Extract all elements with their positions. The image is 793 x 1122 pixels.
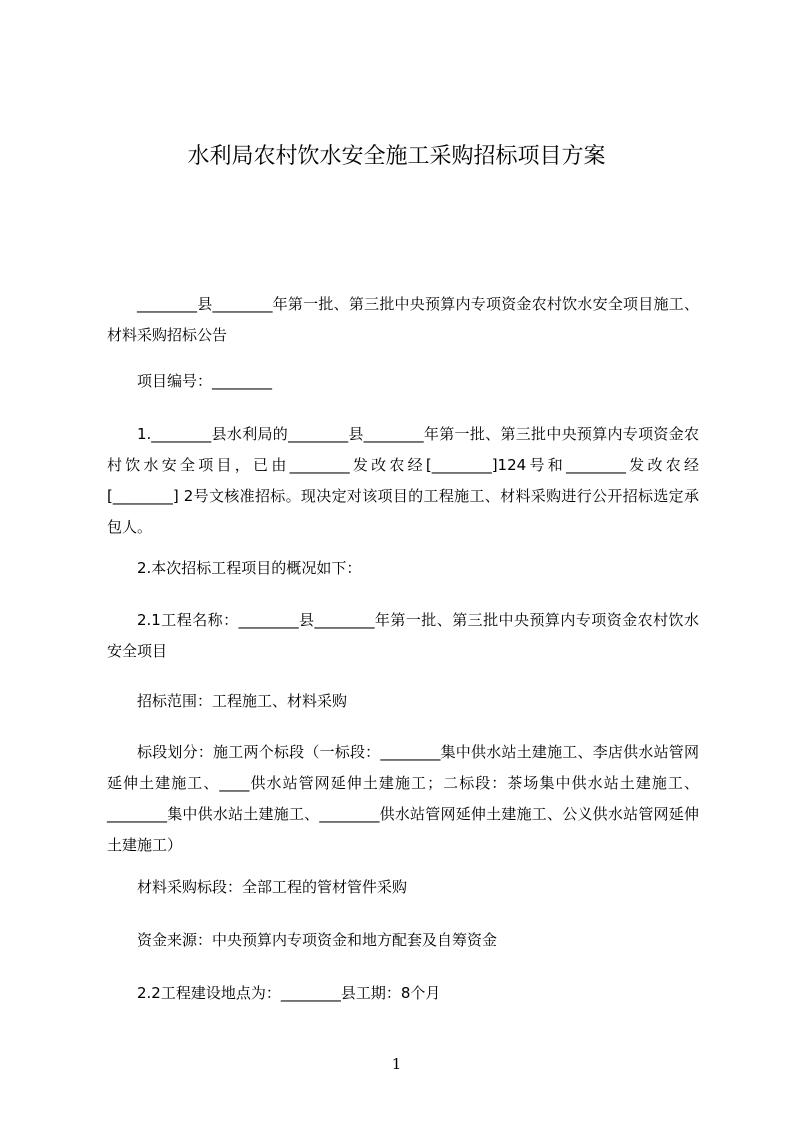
paragraph-2-1: 2.1工程名称：________县________年第一批、第三批中央预算内专项资金农村饮水安全项目	[107, 611, 699, 660]
funding-paragraph: 资金来源：中央预算内专项资金和地方配套及自筹资金	[137, 931, 498, 949]
paragraph-2-2: 2.2工程建设地点为：________县工期：8个月	[137, 984, 441, 1002]
materials-paragraph: 材料采购标段：全部工程的管材管件采购	[137, 878, 408, 896]
paragraph-1: 1.________县水利局的________县________年第一批、第三批中央预算内专项资金农村饮水安全项目，已由________发改农经[________]124号和________发改农经[________] 2号文核准招标。现决定对该项目的工程施工、材料采购进行公开招标选定承包人。	[107, 425, 699, 536]
scope-paragraph: 招标范围：工程施工、材料采购	[137, 692, 348, 710]
sections-paragraph: 标段划分：施工两个标段（一标段：________集中供水站土建施工、李店供水站管网延伸土建施工、____供水站管网延伸土建施工；二标段：茶场集中供水站土建施工、________集中供水站土建施工、________供水站管网延伸土建施工、公义供水站管网延伸土建施工）	[107, 743, 699, 854]
document-title: 水利局农村饮水安全施工采购招标项目方案	[187, 144, 606, 169]
page-number: 1	[391, 1055, 402, 1073]
announcement-paragraph: ________县________年第一批、第三批中央预算内专项资金农村饮水安全项目施工、材料采购招标公告	[107, 295, 699, 344]
paragraph-2: 2.本次招标工程项目的概况如下：	[137, 559, 362, 577]
project-number-paragraph: 项目编号：________	[137, 372, 273, 390]
